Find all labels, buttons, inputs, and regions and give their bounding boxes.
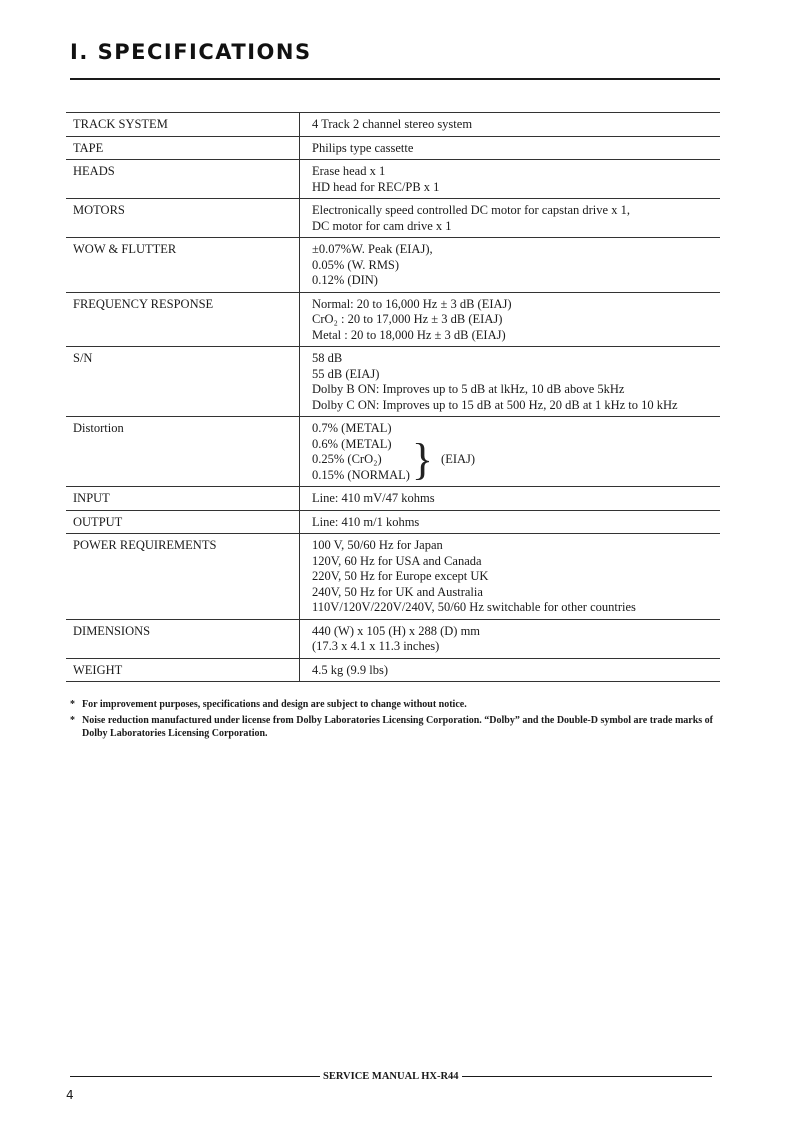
spec-label: TAPE xyxy=(66,136,300,160)
page-footer xyxy=(70,1071,712,1082)
spec-value-line: DC motor for cam drive x 1 xyxy=(312,218,452,233)
spec-row-power-requirements xyxy=(66,534,720,620)
spec-label: DIMENSIONS xyxy=(66,619,300,658)
spec-value-line: Philips type cassette xyxy=(312,140,414,155)
spec-value-line: 0.15% (NORMAL) xyxy=(312,467,410,482)
spec-label: FREQUENCY RESPONSE xyxy=(66,292,300,347)
spec-value-line: 0.12% (DIN) xyxy=(312,273,378,287)
spec-value xyxy=(300,238,721,293)
spec-value-line: Line: 410 mV/47 kohms xyxy=(312,491,435,505)
spec-value xyxy=(300,292,721,347)
spec-value xyxy=(300,417,721,487)
spec-value-line: Metal : 20 to 18,000 Hz ± 3 dB (EIAJ) xyxy=(312,327,506,342)
spec-row-weight xyxy=(66,658,720,682)
title-divider xyxy=(70,78,720,80)
spec-row-tape xyxy=(66,136,720,160)
footnote-text: Noise reduction manufactured under license from Dolby Laboratories Licensing Corporation. “Dolby” and the Double-D symbol are trade marks of Dolby Laboratories Licensing Corporation. xyxy=(82,715,714,739)
distortion-group-lines xyxy=(312,437,410,484)
spec-label: OUTPUT xyxy=(66,510,300,534)
spec-value xyxy=(300,510,721,534)
spec-label: TRACK SYSTEM xyxy=(66,113,300,137)
spec-value-line: 0.25% (CrO₂) xyxy=(312,452,382,466)
page-number: 4 xyxy=(66,1088,74,1102)
footer-manual-title: SERVICE MANUAL HX-R44 xyxy=(323,1071,459,1082)
asterisk-icon: * xyxy=(70,699,75,710)
spec-value-line: 0.6% (METAL) xyxy=(312,436,392,451)
spec-value xyxy=(300,347,721,417)
footnote xyxy=(70,698,720,711)
spec-value-line: 440 (W) x 105 (H) x 288 (D) mm xyxy=(312,623,481,638)
spec-label: Distortion xyxy=(66,417,300,487)
spec-value-line: Dolby C ON: Improves up to 15 dB at 500 Hz, 20 dB at 1 kHz to 10 kHz xyxy=(312,397,678,412)
specifications-table xyxy=(66,112,720,682)
distortion-group xyxy=(312,434,720,484)
spec-value-line: 120V, 60 Hz for USA and Canada xyxy=(312,553,482,568)
spec-value-line: 0.05% (W. RMS) xyxy=(312,257,400,272)
footnotes xyxy=(70,698,720,743)
distortion-group-note: (EIAJ) xyxy=(441,452,476,466)
spec-row-motors xyxy=(66,199,720,238)
spec-value-line: 4.5 kg (9.9 lbs) xyxy=(312,662,389,677)
spec-value-line: 58 dB xyxy=(312,351,343,365)
spec-value-line: ±0.07%W. Peak (EIAJ), xyxy=(312,242,433,256)
spec-row-wow-flutter xyxy=(66,238,720,293)
spec-value-line: 55 dB (EIAJ) xyxy=(312,366,380,381)
spec-value xyxy=(300,658,721,682)
spec-label: HEADS xyxy=(66,160,300,199)
page-title: I. SPECIFICATIONS xyxy=(70,40,312,64)
spec-value-line: 100 V, 50/60 Hz for Japan xyxy=(312,538,443,552)
spec-value-line: (17.3 x 4.1 x 11.3 inches) xyxy=(312,639,440,653)
asterisk-icon: * xyxy=(70,715,75,726)
spec-value-line: Line: 410 m/1 kohms xyxy=(312,514,420,529)
footer-rule-left xyxy=(70,1076,320,1078)
footer-rule-right xyxy=(462,1076,712,1078)
spec-value-line: 4 Track 2 channel stereo system xyxy=(312,117,473,131)
spec-value-line: Dolby B ON: Improves up to 5 dB at lkHz, 10 dB above 5kHz xyxy=(312,382,625,396)
spec-row-signal-to-noise xyxy=(66,347,720,417)
spec-value xyxy=(300,113,721,137)
spec-label: S/N xyxy=(66,347,300,417)
spec-row-input xyxy=(66,487,720,511)
spec-value-line: 220V, 50 Hz for Europe except UK xyxy=(312,569,489,583)
right-brace-icon: } xyxy=(411,434,434,484)
spec-value xyxy=(300,619,721,658)
footnote xyxy=(70,714,720,740)
spec-label: POWER REQUIREMENTS xyxy=(66,534,300,620)
spec-value-line: CrO₂ : 20 to 17,000 Hz ± 3 dB (EIAJ) xyxy=(312,312,503,326)
spec-value xyxy=(300,199,721,238)
spec-row-frequency-response xyxy=(66,292,720,347)
spec-value xyxy=(300,136,721,160)
spec-row-heads xyxy=(66,160,720,199)
spec-value-line: Electronically speed controlled DC motor for capstan drive x 1, xyxy=(312,203,630,217)
spec-value xyxy=(300,534,721,620)
spec-value-line: Normal: 20 to 16,000 Hz ± 3 dB (EIAJ) xyxy=(312,296,512,311)
spec-value-line: 110V/120V/220V/240V, 50/60 Hz switchable for other countries xyxy=(312,600,636,614)
spec-row-dimensions xyxy=(66,619,720,658)
spec-value-line: HD head for REC/PB x 1 xyxy=(312,179,440,194)
spec-value-line: 0.7% (METAL) xyxy=(312,421,392,435)
spec-label: MOTORS xyxy=(66,199,300,238)
spec-value xyxy=(300,487,721,511)
spec-value-line: Erase head x 1 xyxy=(312,164,386,178)
spec-row-distortion xyxy=(66,417,720,487)
spec-label: WEIGHT xyxy=(66,658,300,682)
spec-label: WOW & FLUTTER xyxy=(66,238,300,293)
spec-row-output xyxy=(66,510,720,534)
spec-label: INPUT xyxy=(66,487,300,511)
spec-row-track-system xyxy=(66,113,720,137)
footnote-text: For improvement purposes, specifications and design are subject to change without notice. xyxy=(82,699,467,710)
spec-value-line: 240V, 50 Hz for UK and Australia xyxy=(312,584,483,599)
spec-value xyxy=(300,160,721,199)
